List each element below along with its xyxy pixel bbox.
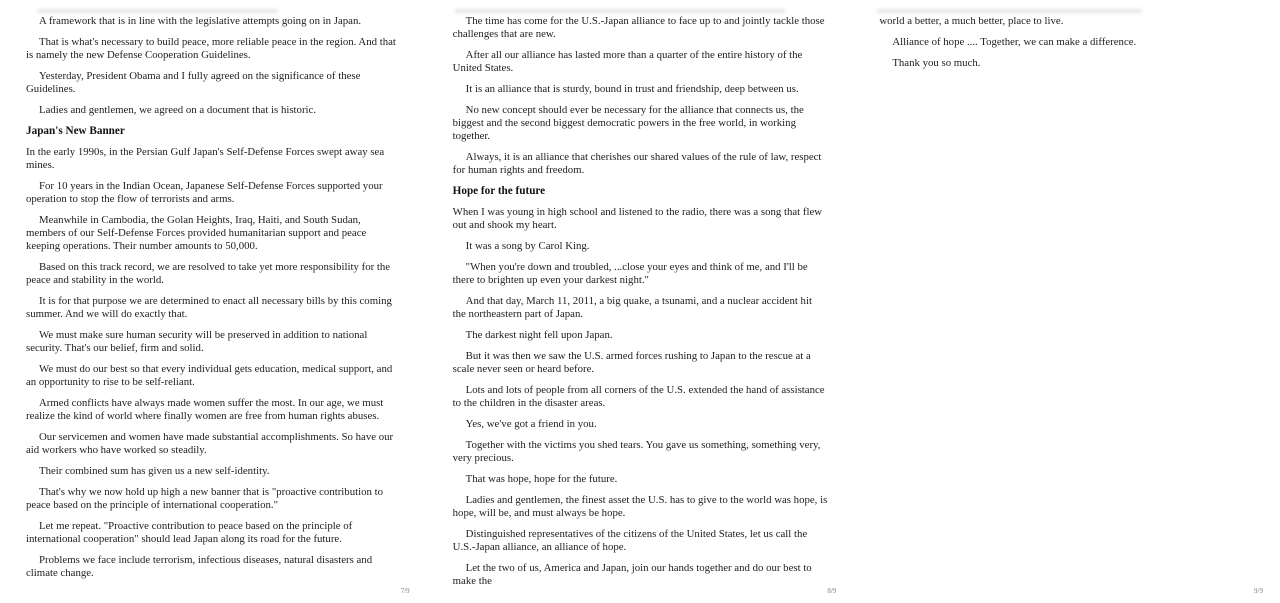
paragraph: That's why we now hold up high a new banner that is "proactive contribution to peace based on the principle of international cooperation.": [26, 486, 383, 511]
paragraph: Ladies and gentlemen, we agreed on a document that is historic.: [39, 104, 317, 116]
paragraph: A framework that is in line with the legislative attempts going on in Japan.: [39, 15, 362, 27]
paragraph: "When you're down and troubled, ...close your eyes and think of me, and I'll be there to brighten up even your darkest night.": [452, 261, 808, 286]
page-number: 7/9: [400, 587, 410, 595]
paragraph: No new concept should ever be necessary for the alliance that connects us, the biggest and the second biggest democratic powers in the free world, in working together.: [452, 104, 804, 142]
paragraph: Lots and lots of people from all corners of the U.S. extended the hand of assistance to the children in the disaster areas.: [452, 384, 825, 409]
section-heading: Japan's New Banner: [26, 125, 125, 137]
paragraph: It was a song by Carol King.: [465, 240, 590, 252]
paragraph: Our servicemen and women have made substantial accomplishments. So have our aid workers who have worked so steadily.: [26, 431, 394, 456]
paragraph: For 10 years in the Indian Ocean, Japanese Self-Defense Forces supported your operation to stop the flow of terrorists and arms.: [26, 180, 383, 205]
paragraph: Based on this track record, we are resolved to take yet more responsibility for the peace and stability in the world.: [26, 261, 391, 286]
paragraph: But it was then we saw the U.S. armed forces rushing to Japan to the rescue at a scale never seen or heard before.: [452, 350, 811, 375]
section-heading: Hope for the future: [452, 185, 546, 197]
paragraph: And that day, March 11, 2011, a big quake, a tsunami, and a nuclear accident hit the northeastern part of Japan.: [452, 295, 812, 320]
paragraph: Always, it is an alliance that cherishes our shared values of the rule of law, respect for human rights and freedom.: [452, 151, 822, 176]
paragraph: We must make sure human security will be preserved in addition to national security. That's our belief, firm and solid.: [26, 329, 368, 354]
paragraph: Ladies and gentlemen, the finest asset the U.S. has to give to the world was hope, is hope, will be, and must always be hope.: [452, 494, 828, 519]
paragraph: We must do our best so that every individual gets education, medical support, and an opportunity to rise to be self-reliant.: [26, 363, 393, 388]
paragraph: Alliance of hope .... Together, we can make a difference.: [892, 36, 1137, 48]
paragraph: It is for that purpose we are determined to enact all necessary bills by this coming summer. And we will do exactly that.: [26, 295, 392, 320]
page: [427, 0, 854, 603]
paragraph: The darkest night fell upon Japan.: [465, 329, 613, 341]
paragraph: world a better, a much better, place to live.: [879, 15, 1064, 27]
page-number: 9/9: [1254, 587, 1263, 595]
paragraph: The time has come for the U.S.-Japan alliance to face up to and jointly tackle those challenges that are new.: [452, 15, 825, 40]
paragraph: Distinguished representatives of the citizens of the United States, let us call the U.S.-Japan alliance, an alliance of hope.: [452, 528, 808, 553]
paragraph: After all our alliance has lasted more than a quarter of the entire history of the United States.: [452, 49, 803, 74]
paragraph: Together with the victims you shed tears. You gave us something, something very, very precious.: [452, 439, 821, 464]
paragraph: Let the two of us, America and Japan, join our hands together and do our best to make the: [452, 562, 812, 587]
paragraph: Armed conflicts have always made women suffer the most. In our age, we must realize the kind of world where finally women are free from human rights abuses.: [26, 397, 384, 422]
page-content: [0, 0, 427, 580]
paragraph: In the early 1990s, in the Persian Gulf Japan's Self-Defense Forces swept away sea mines.: [26, 146, 385, 171]
page: [853, 0, 1280, 603]
paragraph: When I was young in high school and listened to the radio, there was a song that flew out and shook my heart.: [452, 206, 823, 231]
paragraph: Meanwhile in Cambodia, the Golan Heights, Iraq, Haiti, and South Sudan, members of our Self-Defense Forces provided humanitarian support and peace keeping operations. Their number amounts to 50,000.: [26, 214, 367, 252]
page-number: 8/9: [827, 587, 837, 595]
paragraph: Yes, we've got a friend in you.: [465, 418, 597, 430]
paragraph: That was hope, hope for the future.: [465, 473, 618, 485]
paragraph: That is what's necessary to build peace, more reliable peace in the region. And that is namely the new Defense Cooperation Guidelines.: [26, 36, 396, 61]
page-content: [427, 0, 854, 588]
paragraph: Yesterday, President Obama and I fully agreed on the significance of these Guidelines.: [26, 70, 361, 95]
paragraph: Their combined sum has given us a new self-identity.: [39, 465, 270, 477]
page-content: [853, 0, 1280, 70]
paragraph: Problems we face include terrorism, infectious diseases, natural disasters and climate change.: [26, 554, 373, 579]
paragraph: Thank you so much.: [892, 57, 981, 69]
paragraph: It is an alliance that is sturdy, bound in trust and friendship, deep between us.: [465, 83, 799, 95]
paragraph: Let me repeat. "Proactive contribution to peace based on the principle of international cooperation" should lead Japan along its road for the future.: [26, 520, 353, 545]
page: [0, 0, 427, 603]
